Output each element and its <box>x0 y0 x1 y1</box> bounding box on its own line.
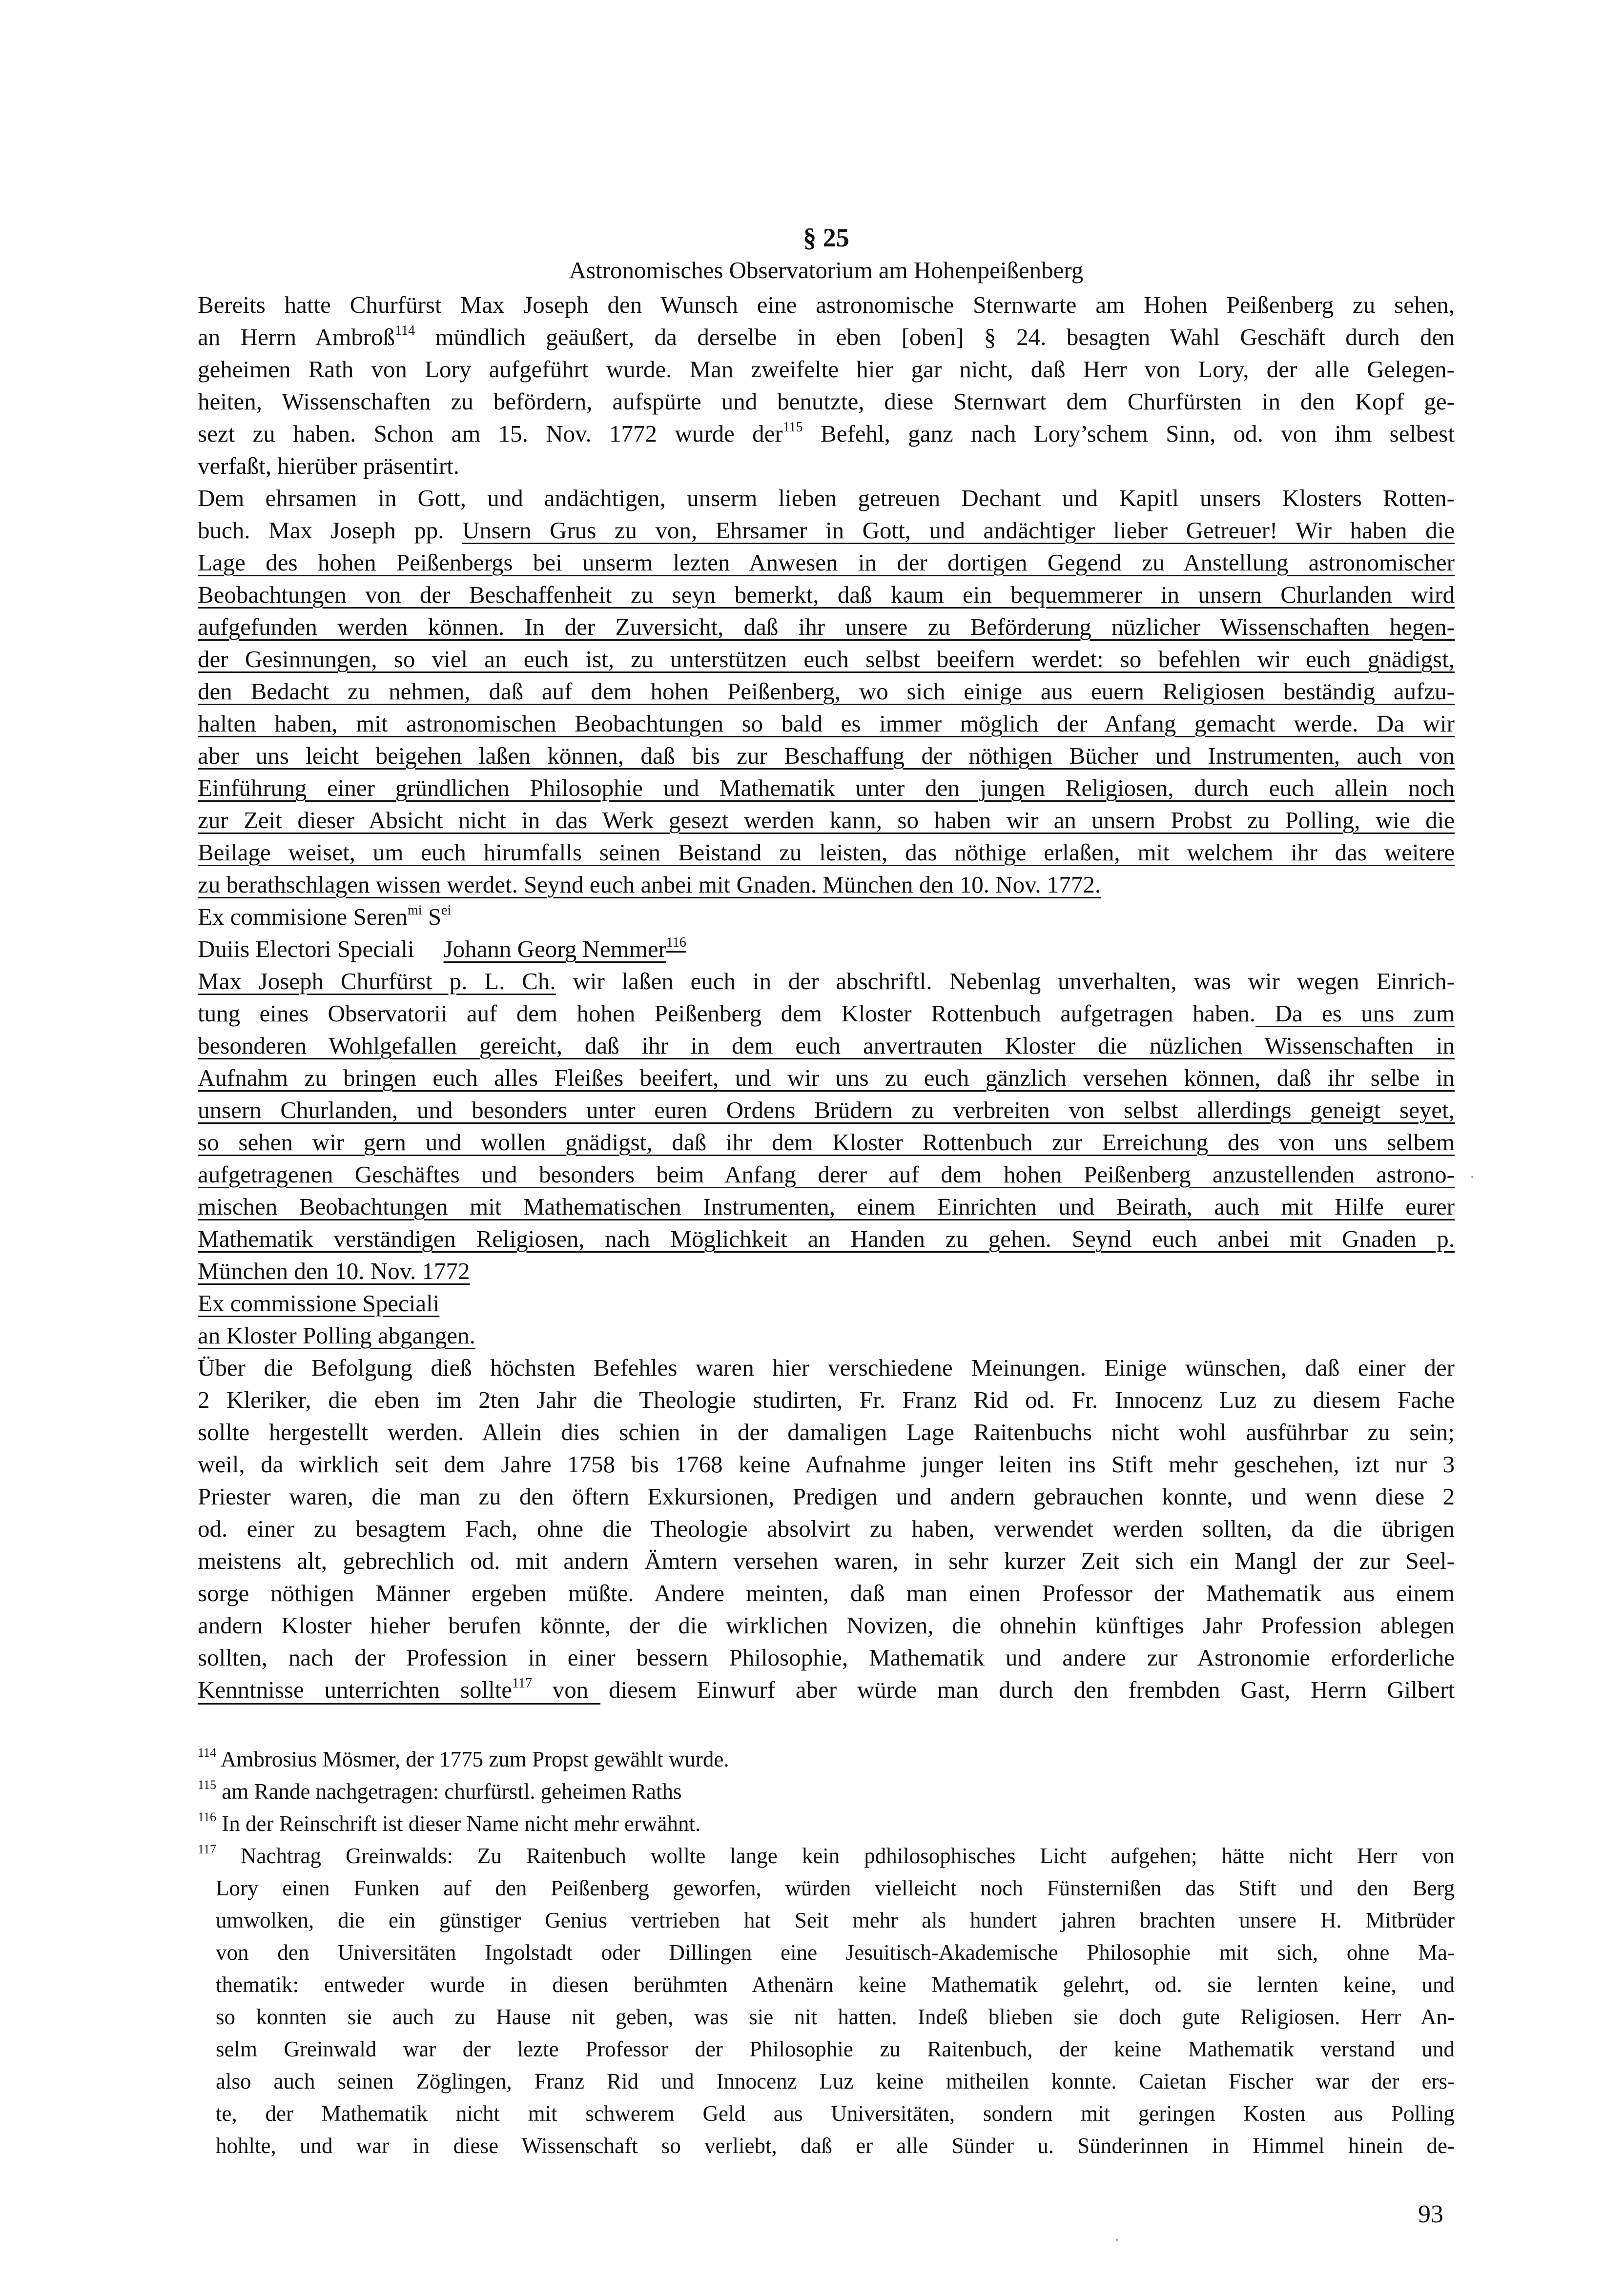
section-title: Astronomisches Observatorium am Hohenpeißenberg <box>569 257 1084 284</box>
section-number: § 25 <box>803 223 849 252</box>
scan-speck <box>1471 1176 1473 1178</box>
signature-nemmer: Johann Georg Nemmer <box>443 935 666 962</box>
footnote-116: $^{116}$ In der Reinschrift ist dieser Name nicht mehr erwähnt. <box>198 1810 701 1836</box>
footnote-114: $^{114}$ Ambrosius Mösmer, der 1775 zum Propst gewählt wurde. <box>198 1746 729 1771</box>
footnote-ref-116: 116 <box>666 935 686 950</box>
page-number: 93 <box>1418 2200 1443 2228</box>
footnote-ref-115: 115 <box>782 419 803 435</box>
document-page: § 25 Astronomisches Observatorium am Hohenpeißenberg Bereits hatte Churfürst Max Joseph den Wunsch eine astronomische Sternwarte am Hohen Peißenberg zu sehen, an Herrn Ambroß$^{114}$ mündlich geäußert, da derselbe in eben [oben] § 24. besagten Wahl Geschäft durch den geheimen Rath von Lory aufgeführt wurde. Man zweifelte hier gar nicht, daß Herr von Lory, der alle Gelegen- heiten, Wissenschaften zu befördern, aufspürte und benutzte, diese Sternwart dem Churfürsten in den Kopf ge- sezt zu haben. Schon am 15. Nov. 1772 wurde der$^{115}$ Befehl, ganz nach Lory’schem Sinn, od. von ihm selbest verfaßt, hierüber präsentirt. Dem ehrsamen in Gott, und andächtigen, unserm lieben getreuen Dechant und Kapitl unsers Klosters Rotten- buch. Max Joseph pp. Unsern Grus zu von, Ehrsamer in Gott, und andächtiger lieber Getreuer! Wir haben die Lage des hohen Peißenbergs bei unserm lezten Anwesen in der dortigen Gegend zu Anstellung astronomischer Beobachtungen von der Beschaffenheit zu seyn bemerkt, daß kaum ein bequemmerer in unsern Churlanden wird aufgefunden werden können. In der Zuversicht, daß ihr unsere zu Beförderung nüzlicher Wissenschaften hegen- der Gesinnungen, so viel an euch ist, zu unterstützen euch selbst beeifern werdet: so befehlen wir euch gnädigst, den Bedacht zu nehmen, daß auf dem hohen Peißenberg, wo sich einige aus euern Religiosen beständig aufzu- halten haben, mit astronomischen Beobachtungen so bald es immer möglich der Anfang gemacht werde. Da wir aber uns leicht beigehen laßen können, daß bis zur Beschaffung der nöthigen Bücher und Instrumenten, auch von Einführung einer gründlichen Philosophie und Mathematik unter den jungen Religiosen, durch euch allein noch zur Zeit dieser Absicht nicht in das Werk gesezt werden kann, so haben wir an unsern Probst zu Polling, wie die Beilage weiset, um euch hirumfalls seinen Beistand zu leisten, das nöthige erlaßen, mit welchem ihr das weitere zu berathschlagen wissen werdet. Seynd euch anbei mit Gnaden. München den 10. Nov. 1772. Ex commisione Seren$^{mi}$ $S^{ei}$ Duiis Electori Speciali Johann Georg Nemmer$^{116}$ Max Joseph Churfürst p. L. Ch. wir laßen euch in der abschriftl. Nebenlag unverhalten, was wir wegen Einrich- tung eines Observatorii auf dem hohen Peißenberg dem Kloster Rottenbuch aufgetragen haben. Da es uns zum besonderen Wohlgefallen gereicht, daß ihr in dem euch anvertrauten Kloster die nüzlichen Wissenschaften in Aufnahm zu bringen euch alles Fleißes beeifert, und wir uns zu euch gänzlich versehen können, daß ihr selbe in unsern Churlanden, und besonders unter euren Ordens Brüdern zu verbreiten von selbst allerdings geneigt seyet, so sehen wir gern und wollen gnädigst, daß ihr dem Kloster Rottenbuch zur Erreichung des von uns selbem aufgetragenen Geschäftes und besonders beim Anfang derer auf dem hohen Peißenberg anzustellenden astrono- mischen Beobachtungen mit Mathematischen Instrumenten, einem Einrichten und Beirath, auch mit Hilfe eurer Mathematik verständigen Religiosen, nach Möglichkeit an Handen zu gehen. Seynd euch anbei mit Gnaden p. München den 10. Nov. 1772 Ex commissione Speciali an Kloster Polling abgangen. Über die Befolgung dieß höchsten Befehles waren hier verschiedene Meinungen. Einige wünschen, daß einer der 2 Kleriker, die eben im 2ten Jahr die Theologie studirten, Fr. Franz Rid od. Fr. Innocenz Luz zu diesem Fache sollte hergestellt werden. Allein dies schien in der damaligen Lage Raitenbuchs nicht wohl ausführbar zu sein; weil, da wirklich seit dem Jahre 1758 bis 1768 keine Aufnahme junger leiten ins Stift mehr geschehen, izt nur 3 Priester waren, die man zu den öftern Exkursionen, Predigen und andern gebrauchen konnte, und wenn diese 2 od. einer zu besagtem Fach, ohne die Theologie absolvirt zu haben, verwendet werden sollten, da die übrigen meistens alt, gebrechlich od. mit andern Ämtern versehen waren, in sehr kurzer Zeit sich ein Mangl der zur Seel- sorge nöthigen Männer ergeben müßte. Andere meinten, daß man einen Professor der Mathematik aus einem andern Kloster hieher berufen könnte, der die wirklichen Novizen, die ohnehin künftiges Jahr Profession ablegen sollten, nach der Profession in einer bessern Philosophie, Mathematik und andere zur Astronomie erforderliche Kenntnisse unterrichten sollte$^{117}$ von diesem Einwurf aber würde man durch den frembden Gast, Herrn Gilbert $^{114}$ Ambrosius Mösmer, der 1775 zum Propst gewählt wurde. $^{115}$ am Rande nachgetragen: churfürstl. geheimen Raths $^{116}$ In der Reinschrift ist dieser Name nicht mehr erwähnt. $^{117}$ Nachtrag Greinwalds: Zu Raitenbuch wollte lange kein pdhilosophisches Licht aufgehen; hätte nicht Herr von Lory einen Funken auf den Peißenberg geworfen, würden vielleicht noch Fünsternißen das Stift und den Berg umwolken, die ein günstiger Genius vertrieben hat Seit mehr als hundert jahren brachten unsere H. Mitbrüder von den Universitäten Ingolstadt oder Dillingen eine Jesuitisch-Akademische Philosophie mit sich, ohne Ma- thematik: entweder wurde in diesen berühmten Athenärn keine Mathematik gelehrt, od. sie lernten keine, und so konnten sie auch zu Hause nit geben, was sie nit hatten. Indeß blieben sie doch gute Religiosen. Herr An- selm Greinwald war der lezte Professor der Philosophie zu Raitenbuch, der keine Mathematik verstand und also auch seinen Zöglingen, Franz Rid und Innocenz Luz keine mitheilen konnte. Caietan Fischer war der ers- te, der Mathematik nicht mit schwerem Geld aus Universitäten, sondern mit geringen Kosten aus Polling hohlte, und war in diese Wissenschaft so verliebt, daß er alle Sünder u. Sünderinnen in Himmel hinein de- 93 <box>0 0 1604 2296</box>
footnote-ref-117: 117 <box>512 1675 533 1691</box>
footnote-separator <box>198 1703 600 1705</box>
scan-speck <box>1116 2239 1118 2241</box>
footnote-115: $^{115}$ am Rande nachgetragen: churfürstl. geheimen Raths <box>198 1778 682 1804</box>
footnote-ref-114: 114 <box>395 323 415 338</box>
